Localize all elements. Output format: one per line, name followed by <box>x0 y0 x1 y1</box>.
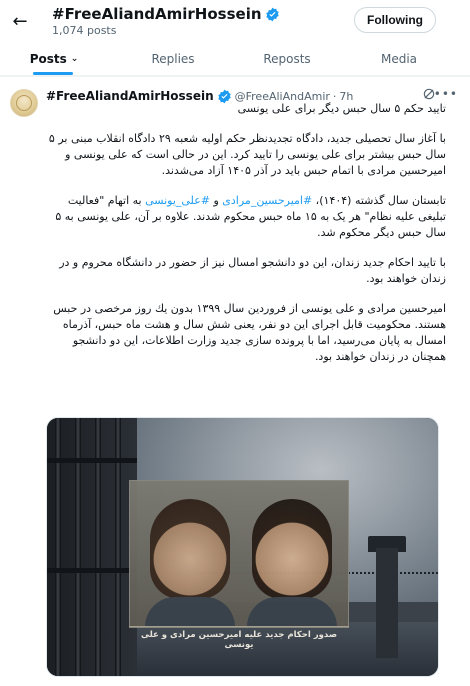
chevron-down-icon: ⌄ <box>70 53 79 64</box>
verified-badge-icon <box>265 7 280 22</box>
post-card[interactable] <box>0 76 470 686</box>
post-paragraph-2 <box>46 193 446 241</box>
media-watchtower <box>376 548 398 658</box>
media-portrait-photo <box>129 480 349 628</box>
page-title <box>52 5 280 23</box>
tab-replies[interactable] <box>136 42 210 75</box>
paragraph-2-mid: و <box>209 194 223 207</box>
caption-divider <box>129 626 349 627</box>
tab-media[interactable] <box>362 42 436 75</box>
tab-posts-label: Posts <box>29 51 67 66</box>
portrait-person-right <box>252 499 332 599</box>
page-title-text: #FreeAliandAmirHossein <box>52 5 262 23</box>
active-tab-indicator <box>33 72 73 75</box>
tab-posts[interactable] <box>18 42 90 75</box>
post-separator: · <box>332 89 337 103</box>
tab-replies-label: Replies <box>151 51 195 66</box>
hashtag-amirhossein-moradi[interactable]: #امیرحسین_مرادی <box>222 194 313 207</box>
tab-media-label: Media <box>380 51 418 66</box>
avatar[interactable] <box>10 89 38 117</box>
post-paragraph-3: با تایید احکام جدید زندان، این دو دانشجو امسال نیز از حضور در دانشگاه محروم و در زندان خواهند بود. <box>59 256 446 285</box>
profile-header <box>0 0 470 42</box>
post-display-name[interactable]: #FreeAliandAmirHossein <box>46 89 214 103</box>
header-title-block <box>52 4 280 37</box>
post-timestamp[interactable]: 7h <box>339 89 354 103</box>
back-arrow-icon[interactable]: ← <box>12 10 28 32</box>
following-button[interactable]: Following <box>354 7 436 33</box>
media-prison-bars <box>47 418 137 676</box>
post-paragraph-4: امیرحسین مرادی و علی یونسی از فروردین سال ۱۳۹۹ بدون یك روز مرخصی در حبس هستند. محکومیت قابل اجرای این دو نفر، یعنی شش سال و هشت ماه حبس، آذرماه امسال به پایان می‌رسید، اما با پرونده سازی جدید وزارت اطلاعات، این دو دانشجو همچنان در زندان خواهند بود. <box>53 302 446 363</box>
more-options-icon[interactable]: ••• <box>433 87 458 101</box>
paragraph-2-end: به اتهام "فعالیت تبلیغی علیه نظام" هر یک به ۱۵ ماه حبس محکوم شدند. علاوه بر آن، علی یونسی به ۵ سال حبس دیگر محکوم شد. <box>55 194 446 239</box>
avatar-emblem <box>16 95 32 111</box>
post-handle[interactable]: @FreeAliAndAmir <box>234 89 330 103</box>
tab-reposts-label: Reposts <box>263 51 311 66</box>
post-media-image[interactable] <box>46 417 439 677</box>
portrait-person-left <box>150 499 230 599</box>
media-caption: صدور احکام جدید علیه امیرحسین مرادی و علی یونسی <box>140 630 338 650</box>
post-count: 1,074 posts <box>52 24 117 37</box>
profile-tabs <box>0 42 470 76</box>
hashtag-ali-younesi[interactable]: #علی_یونسی <box>145 194 210 207</box>
post-paragraph-1: با آغاز سال تحصیلی جدید، دادگاه تجدیدنظر حکم اولیه شعبه ۲۹ دادگاه انقلاب مبنی بر ۵ سال حبس بیشتر برای علی یونسی را تایید کرد. این در حالی است که علی یونسی و امیرحسین مرادی با اتمام حبس باید در آذر ۱۴۰۵ آزاد می‌شدند. <box>48 132 446 177</box>
post-text <box>46 101 446 365</box>
post-headline: تایید حکم ۵ سال حبس دیگر برای علی یونسی <box>237 102 446 115</box>
paragraph-2-start: تابستان سال گذشته (۱۴۰۴)، <box>312 194 446 207</box>
tab-reposts[interactable] <box>250 42 324 75</box>
